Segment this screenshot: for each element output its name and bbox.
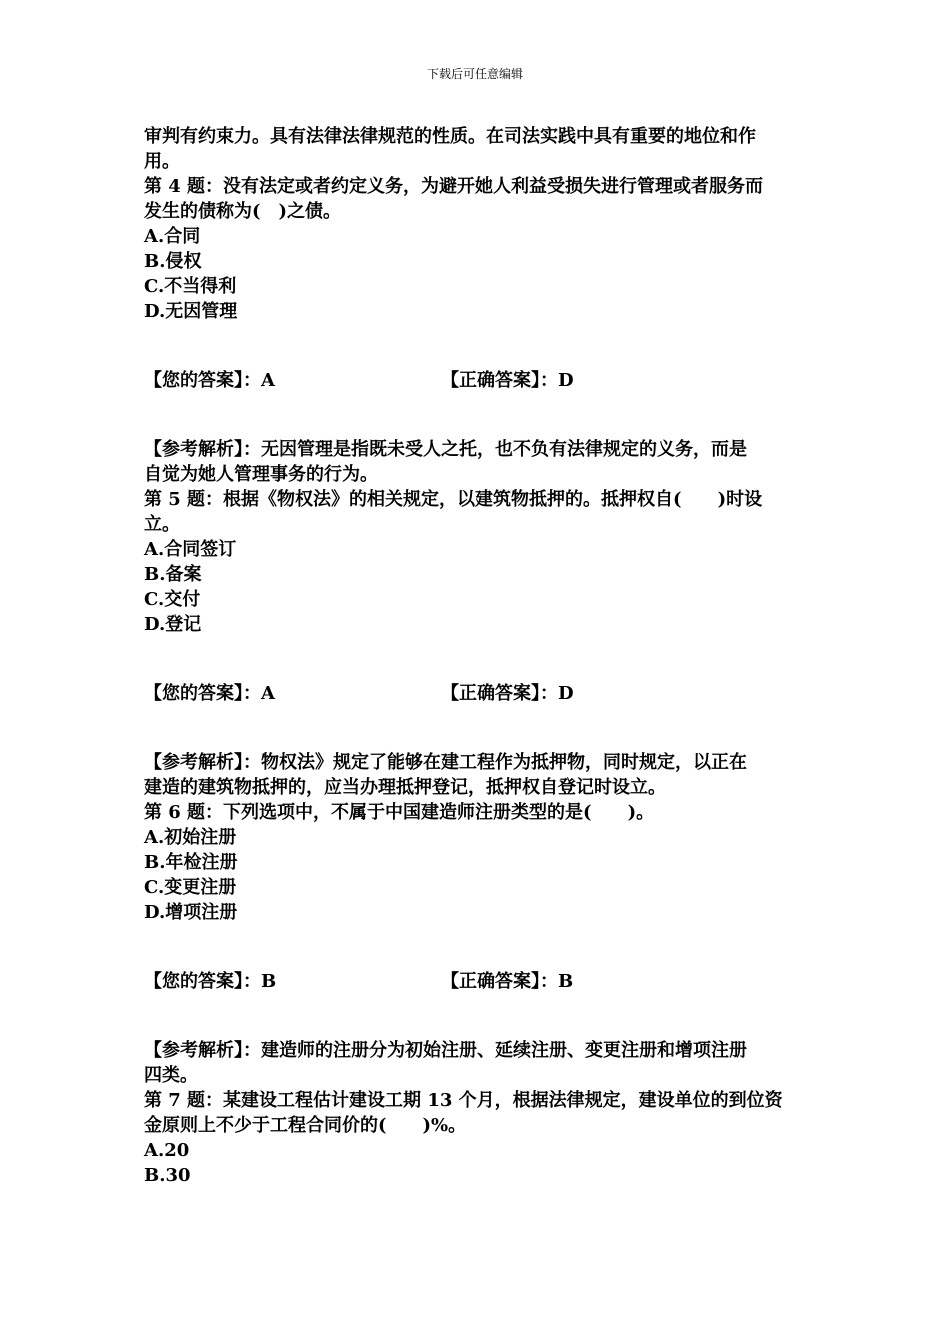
question-7-stem: 第 7 题：某建设工程估计建设工期 13 个月，根据法律规定，建设单位的到位资 [144,1090,783,1111]
spacer [144,324,804,368]
question-5-answer-row [144,681,804,706]
correct-answer: 【正确答案】：D [441,370,574,391]
question-5-option-c: C.交付 [144,589,201,610]
question-5-option-b: B.备案 [144,564,202,585]
question-7-option-b: B.30 [144,1165,191,1186]
your-answer: 【您的答案】：A [144,683,275,704]
page-header-note: 下载后可任意编辑 [426,67,523,81]
question-4-option-b: B.侵权 [144,251,202,272]
question-4-analysis: 自觉为她人管理事务的行为。 [144,464,378,485]
your-answer: 【您的答案】：B [144,971,277,992]
correct-answer: 【正确答案】：B [441,971,574,992]
question-7-option-a: A.20 [144,1140,190,1161]
question-4-analysis: 【参考解析】：无因管理是指既未受人之托，也不负有法律规定的义务，而是 [144,439,747,460]
question-5-option-a: A.合同签订 [144,539,237,560]
correct-answer: 【正确答案】：D [441,683,574,704]
question-6-stem: 第 6 题：下列选项中，不属于中国建造师注册类型的是( )。 [144,802,655,823]
question-6-option-b: B.年检注册 [144,852,238,873]
your-answer: 【您的答案】：A [144,370,275,391]
intro-line: 用。 [144,151,180,172]
question-6-analysis: 四类。 [144,1065,198,1086]
question-6-option-d: D.增项注册 [144,902,238,923]
intro-line: 审判有约束力。具有法律法律规范的性质。在司法实践中具有重要的地位和作 [144,126,756,147]
question-5-analysis: 【参考解析】：物权法》规定了能够在建工程作为抵押物，同时规定，以正在 [144,752,747,773]
question-7-stem: 金原则上不少于工程合同价的( )%。 [144,1115,467,1136]
question-5-stem: 立。 [144,514,180,535]
question-5-stem: 第 5 题：根据《物权法》的相关规定，以建筑物抵押的。抵押权自( )时设 [144,489,763,510]
question-4-stem: 第 4 题：没有法定或者约定义务，为避开她人利益受损失进行管理或者服务而 [144,176,764,197]
question-4-option-d: D.无因管理 [144,301,238,322]
question-6-answer-row [144,969,804,994]
question-4-option-a: A.合同 [144,226,201,247]
question-6-option-a: A.初始注册 [144,827,237,848]
spacer [144,393,804,437]
spacer [144,925,804,969]
question-6-option-c: C.变更注册 [144,877,237,898]
spacer [144,637,804,681]
question-5-analysis: 建造的建筑物抵押的，应当办理抵押登记，抵押权自登记时设立。 [144,777,666,798]
question-4-stem: 发生的债称为( )之债。 [144,201,342,222]
question-5-option-d: D.登记 [144,614,202,635]
question-6-analysis: 【参考解析】：建造师的注册分为初始注册、延续注册、变更注册和增项注册 [144,1040,747,1061]
question-4-answer-row [144,368,804,393]
document-body [144,124,804,1188]
spacer [144,706,804,750]
spacer [144,994,804,1038]
question-4-option-c: C.不当得利 [144,276,237,297]
